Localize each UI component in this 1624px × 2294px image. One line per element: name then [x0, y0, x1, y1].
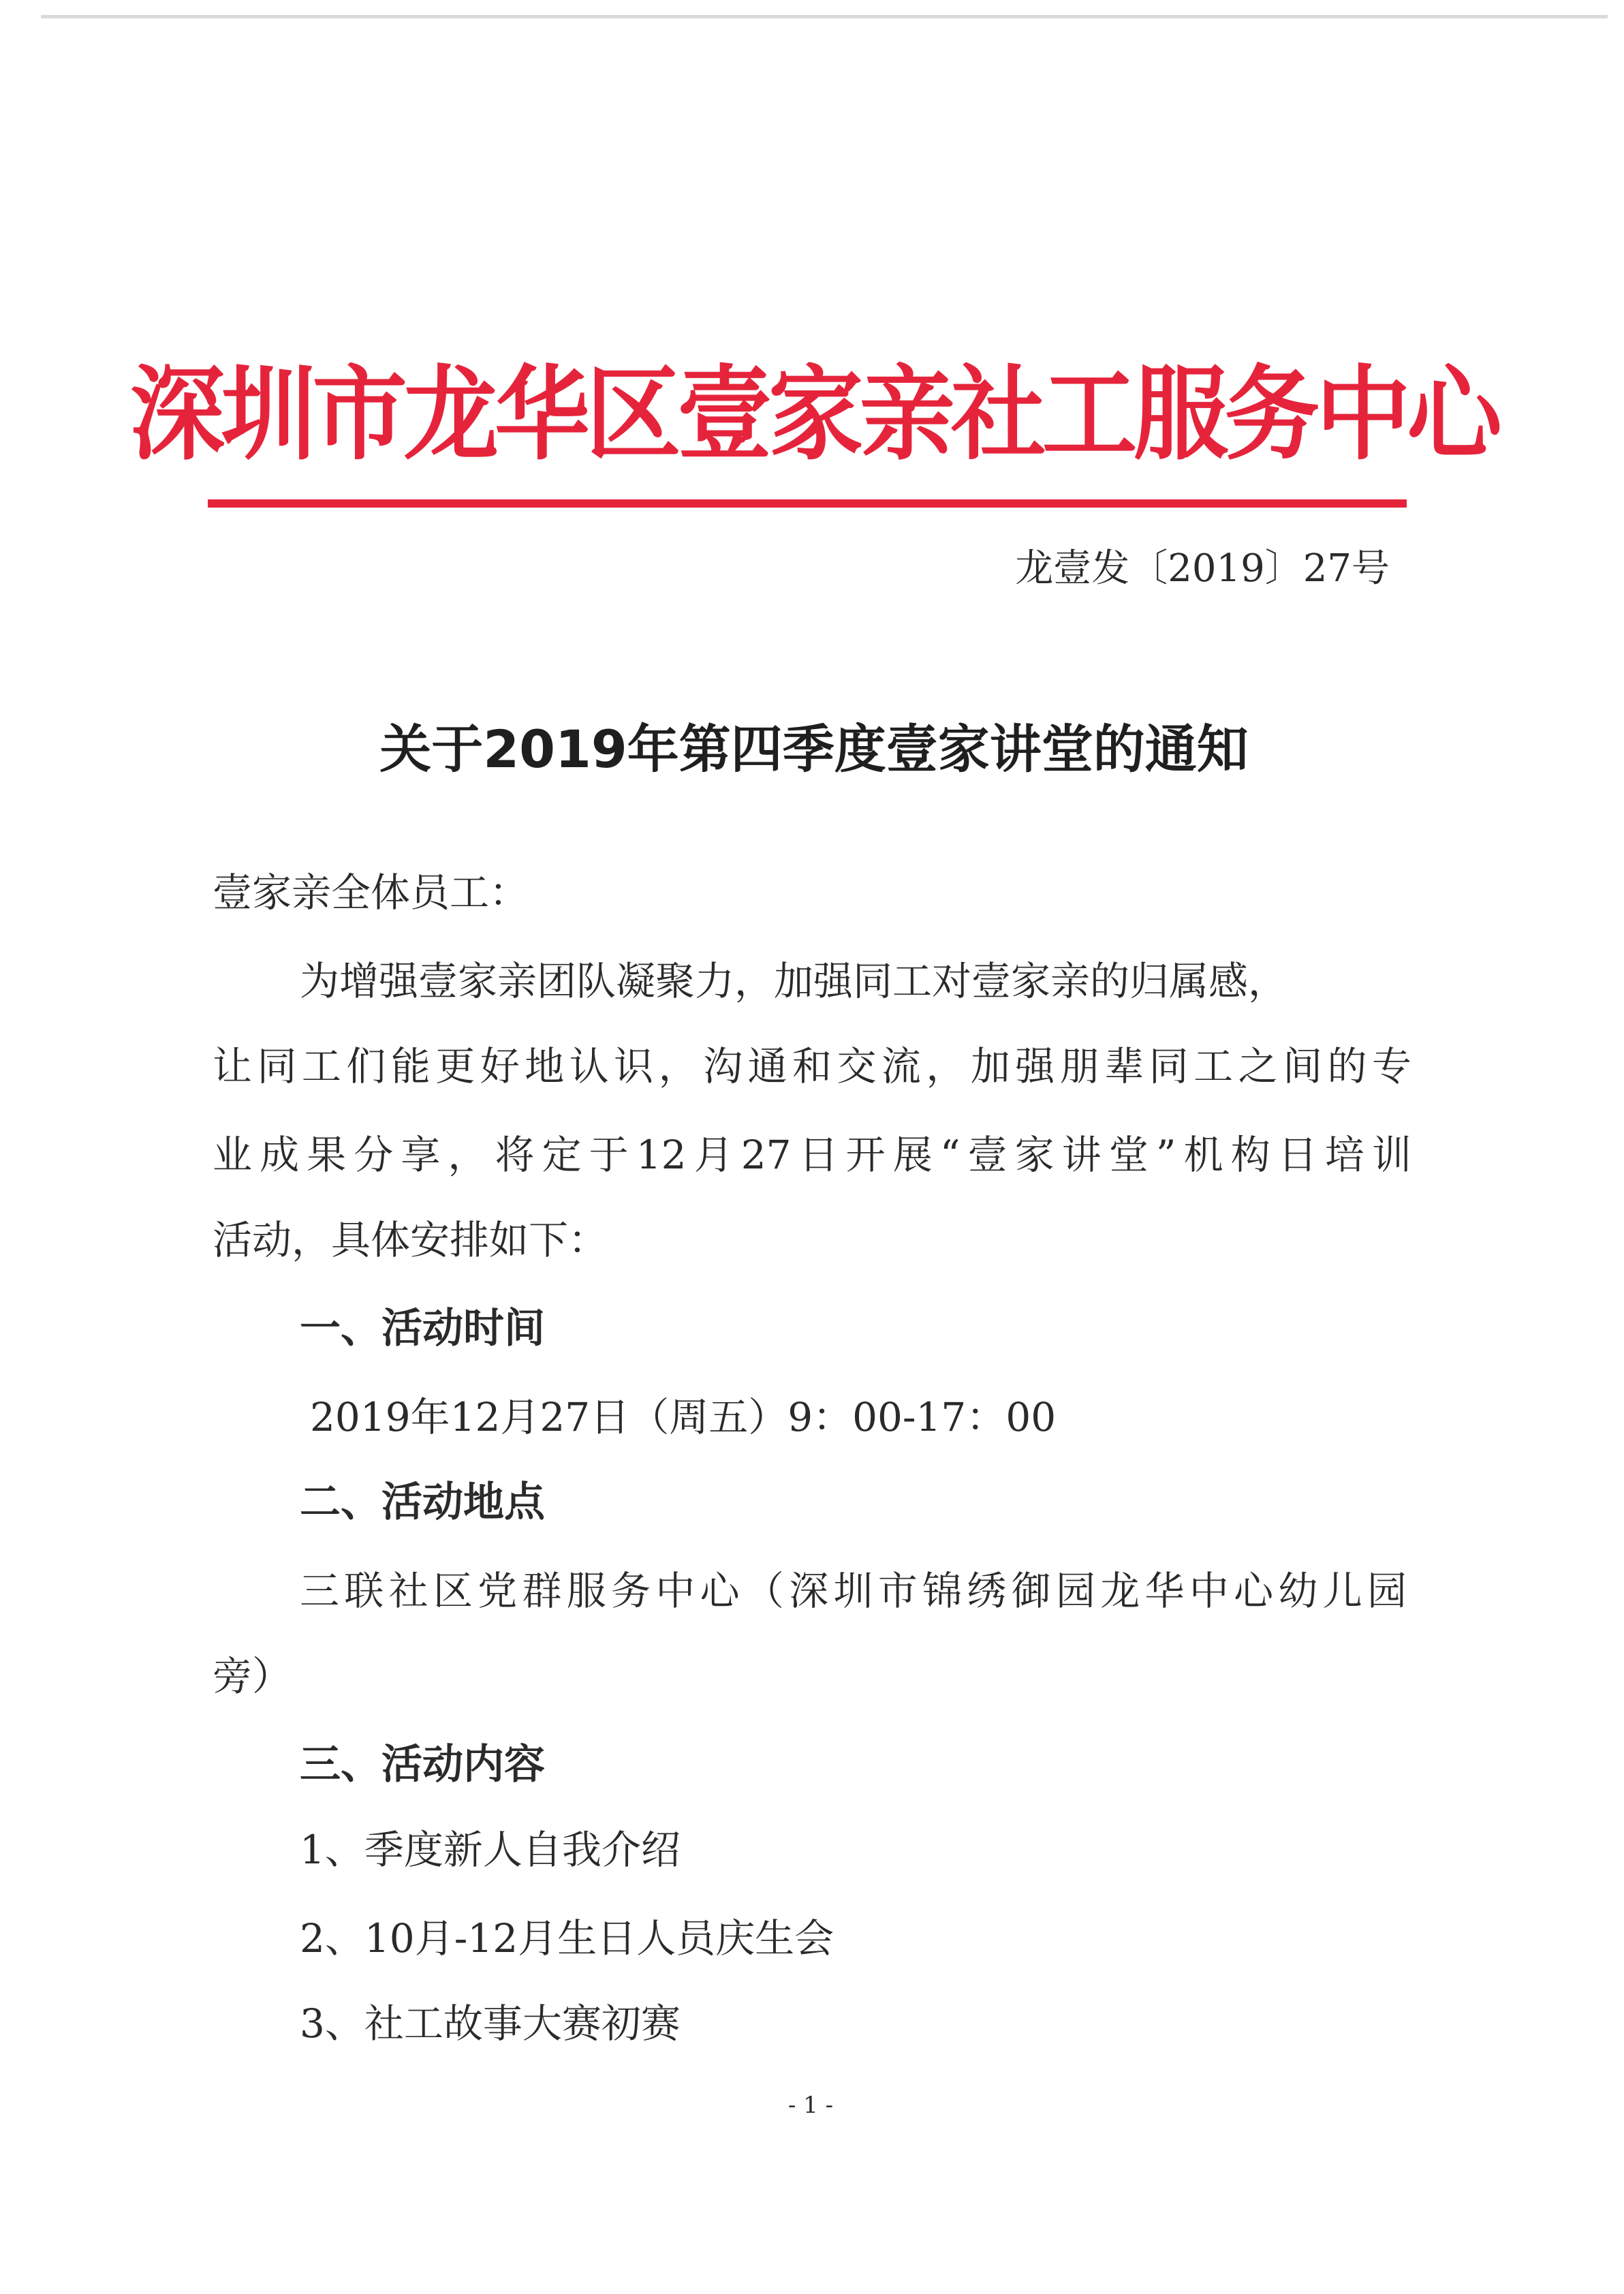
intro-line-2: 让同工们能更好地认识，沟通和交流，加强朋辈同工之间的专: [213, 1043, 1411, 1089]
section-time-content: 2019年12月27日（周五）9：00-17：00: [310, 1394, 1057, 1440]
header-red-rule: [208, 499, 1407, 508]
organization-header: 深圳市龙华区壹家亲社工服务中心: [129, 356, 1499, 474]
section-content-item-1: 1、季度新人自我介绍: [300, 1827, 681, 1873]
intro-line-1: 为增强壹家亲团队凝聚力，加强同工对壹家亲的归属感，: [300, 958, 1288, 1004]
document-title: 关于2019年第四季度壹家讲堂的通知: [379, 719, 1249, 779]
intro-line-3: 业成果分享，将定于12月27日开展“壹家讲堂”机构日培训: [213, 1132, 1411, 1178]
document-number: 龙壹发〔2019〕27号: [1015, 546, 1390, 591]
intro-line-4: 活动，具体安排如下：: [213, 1217, 608, 1263]
page-number: - 1 -: [787, 2092, 834, 2119]
section-content-item-3: 3、社工故事大赛初赛: [300, 2000, 681, 2047]
salutation: 壹家亲全体员工：: [213, 869, 529, 916]
section-time-heading: 一、活动时间: [300, 1305, 545, 1352]
section-location-heading: 二、活动地点: [300, 1478, 545, 1526]
section-content-heading: 三、活动内容: [300, 1741, 545, 1788]
scan-top-edge: [41, 15, 1608, 18]
section-location-content-line-1: 三联社区党群服务中心（深圳市锦绣御园龙华中心幼儿园: [300, 1568, 1407, 1614]
section-location-content-line-2: 旁）: [213, 1653, 292, 1699]
section-content-item-2: 2、10月-12月生日人员庆生会: [300, 1915, 834, 1962]
